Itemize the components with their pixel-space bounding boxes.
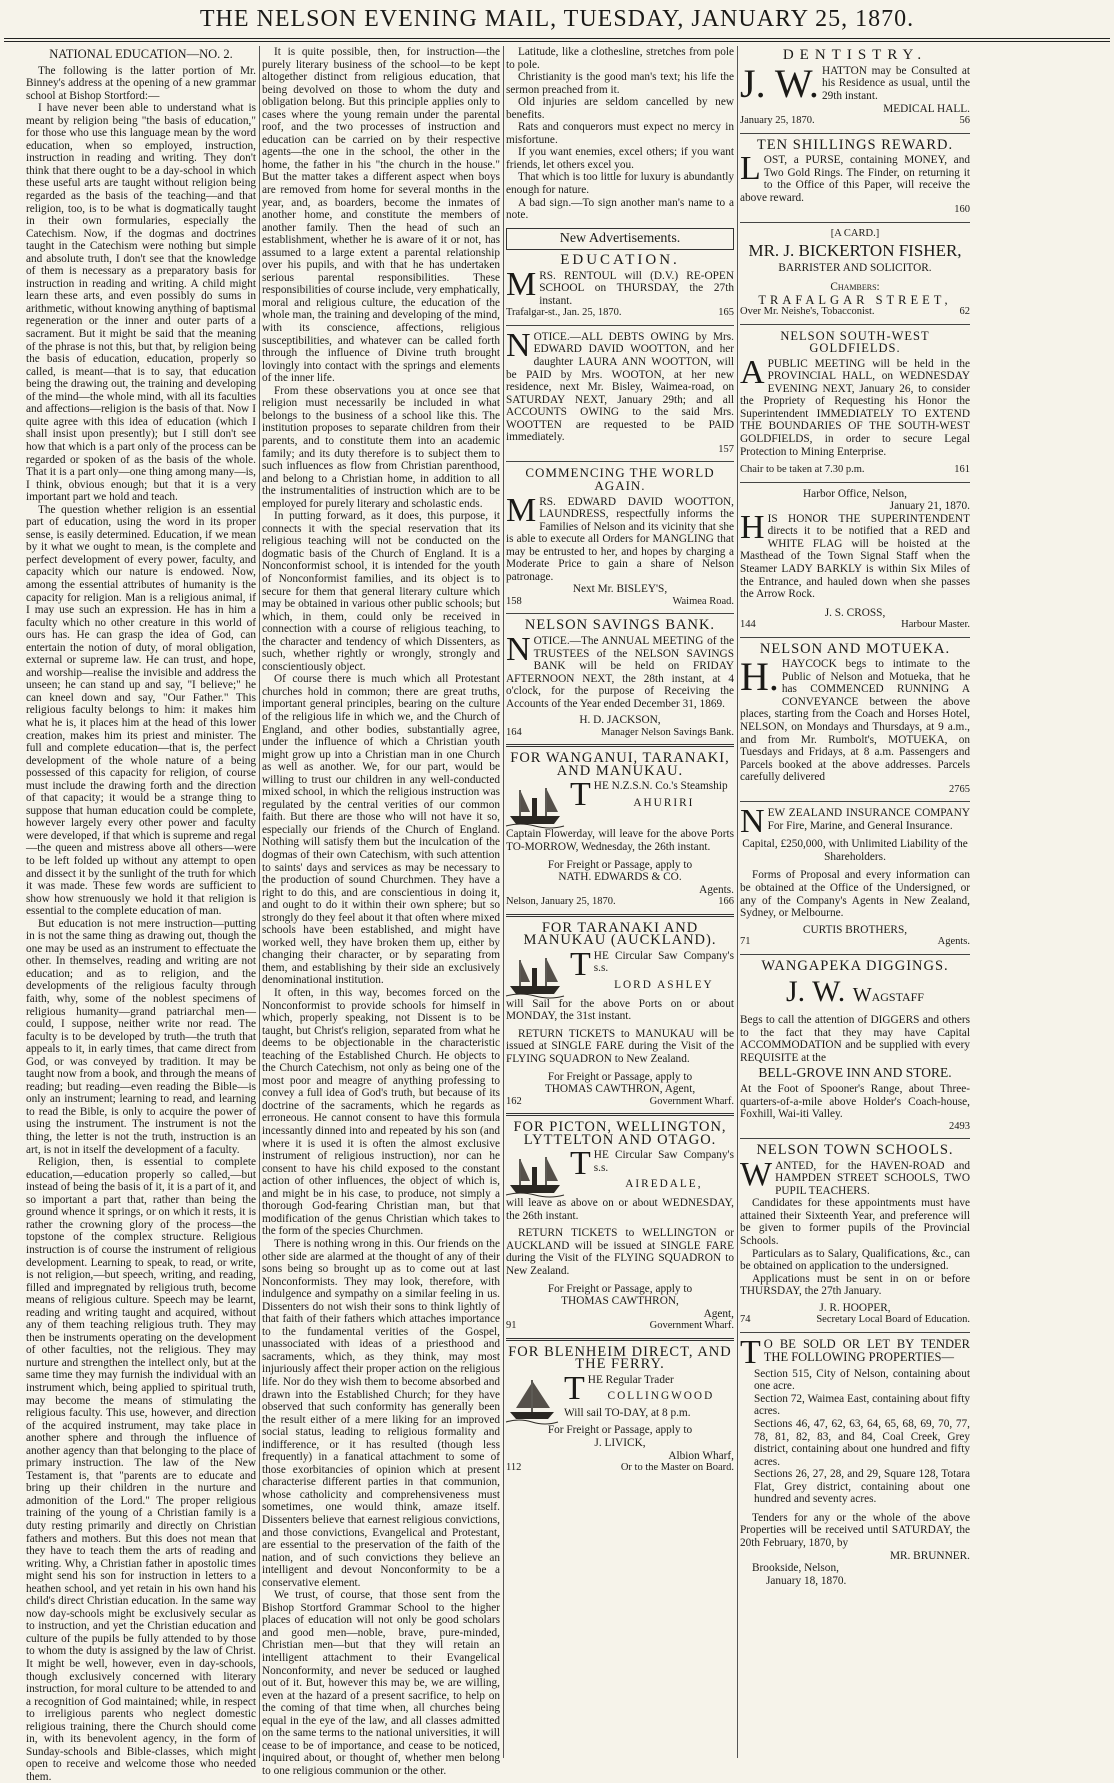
divider [740, 222, 970, 223]
column-divider [259, 46, 260, 1758]
picton-heading: FOR PICTON, WELLINGTON, LYTTELTON AND OTAGO. [513, 1119, 727, 1148]
drop-cap: T [564, 1369, 585, 1407]
divider [740, 1138, 970, 1139]
haycock-conveyance-ad [740, 654, 970, 796]
property-section: Section 515, City of Nelson, containing about one acre. [754, 1367, 970, 1393]
divider [740, 637, 970, 638]
column-divider [503, 46, 504, 1758]
article-paragraph: In putting forward, as it does, this purpose, it connects it with the special reservation that its religious teaching will not be conducted on the dogmatic basis of the Church of England. It is a Nonconformist school, it is intended for the youth of Nonconformist families, and its object is to secure for them that general literary culture which may be obtained in various other public schools; but which, in them, could only be received in connection with a course of religious teaching, to the character and tendency of which Dissenters, as such, whether rightly or wrongly, strongly and conscientiously object. [262, 510, 500, 673]
initials: J. W. [786, 975, 846, 1009]
ad-text: RETURN TICKETS to MANUKAU will be issued at SINGLE FARE during the Visit of the FLYING SQUADRON to New Zealand. [506, 1027, 734, 1065]
ad-address: Government Wharf. [649, 1320, 734, 1332]
aphorism: Old injuries are seldom cancelled by new benefits. [506, 96, 734, 121]
aphorism: Christianity is the good man's text; his life the sermon preached from it. [506, 71, 734, 96]
article-intro: The following is the latter portion of Mr. Binney's address at the opening of a new grammar school at Bishop Stortford:— [26, 64, 256, 102]
ad-text: Chambers: [830, 281, 880, 294]
ad-address: TRAFALGAR STREET, [758, 292, 952, 307]
drop-cap: M [506, 265, 537, 303]
ship-name: AIREDALE, [625, 1178, 703, 1191]
divider [506, 1113, 734, 1116]
divider [740, 954, 970, 955]
lord-ashley-shipping-ad [506, 945, 734, 1108]
ad-number: 165 [718, 307, 734, 319]
wangapeka-heading: WANGAPEKA DIGGINGS. [761, 957, 949, 974]
divider [740, 1332, 970, 1333]
ad-text: Will sail TO-DAY, at 8 p.m. [564, 1406, 691, 1419]
harbor-office-notice [740, 488, 970, 632]
ad-text: Forms of Proposal and every information can be obtained at the Office of the Undersigned, or any of the Company's Agents in New Zealand, Sydney, or Melbourne. [740, 869, 970, 920]
ad-date: January 21, 1870. [889, 500, 970, 513]
ad-address: Harbor Office, Nelson, [803, 487, 907, 500]
ad-text: ANTED, for the HAVEN-ROAD and HAMPDEN STREET SCHOOLS, TWO PUPIL TEACHERS. [775, 1159, 970, 1197]
ad-signature: CURTIS BROTHERS, [802, 923, 908, 936]
ad-text: For Freight or Passage, apply to [547, 858, 693, 871]
pupil-teachers-ad [740, 1155, 970, 1327]
property-section: Sections 26, 27, 28, and 29, Square 128, Totara Flat, Grey district, containing about one hundred and seventy acres. [754, 1468, 970, 1506]
ad-title: BELL-GROVE INN AND STORE. [758, 1065, 952, 1081]
aphorism: A bad sign.—To sign another man's name to a note. [506, 196, 734, 222]
drop-cap: M [506, 491, 537, 529]
taranaki-heading: FOR TARANAKI AND MANUKAU (AUCKLAND). [523, 919, 717, 949]
ad-text: For Freight or Passage, apply to [547, 1282, 693, 1295]
ad-signature: Next Mr. BISLEY'S, [572, 583, 668, 596]
divider [506, 461, 734, 462]
aphorism: If you want enemies, excel others; if you want friends, let others excel you. [506, 146, 734, 171]
ad-number: 91 [506, 1320, 517, 1332]
property-section: Section 72, Waimea East, containing about fifty acres. [754, 1392, 970, 1418]
steamship-icon [506, 782, 564, 828]
drop-cap: N [506, 326, 531, 364]
ad-number: 166 [718, 896, 734, 908]
drop-cap: A [740, 353, 765, 391]
ad-number: 161 [954, 464, 970, 476]
column-3-advertisements [506, 46, 734, 1758]
ad-text: Captain Flowerday, will leave for the above Ports TO-MORROW, Wednesday, the 26th instant. [506, 828, 734, 853]
ad-text: OTICE.—The ANNUAL MEETING of the TRUSTEES of the NELSON SAVINGS BANK will be held on FRIDAY AFTERNOON NEXT, the 28th instant, at 4 o'clock, for the purpose of Receiving the Accounts of the Year ended December 31, 1869. [506, 634, 734, 710]
divider [740, 324, 970, 325]
drop-cap: L [740, 150, 761, 188]
ad-number: 162 [506, 1095, 522, 1107]
ad-address: Over Mr. Neishe's, Tobacconist. [740, 306, 875, 318]
ad-address: Brookside, Nelson, [752, 1562, 839, 1575]
article-paragraph: It is quite possible, then, for instruction—the purely literary business of the school—to be kept altogether distinct from religious education, that being devolved on those to whom the duty and obligation belong. But this principle applies only to cases where the young remain under the parental roof, and the two processes of instruction and education can be carried on by their respective agents—the one in the school, the other in the home, the father in his "the church in the house." But the matter takes a different aspect when boys are removed from home for several months in the year, and, as boarders, become the inmates of another home, and constitute the members of another family. Then the head of such an establishment, whether he is aware of it or not, has assumed to a large extent a parental relationship over his pupils, and with that he has undertaken serious parental responsibilities. These responsibilities of course include, very emphatically, moral and religious culture, the education of the whole man, the training and developing of the mind, with its conscience, affections, religious susceptibilities, and whatever can be called forth through the influence of Divine truth brought lovingly into contact with the springs and elements of the inner life. [262, 46, 501, 385]
hatton-dentist-ad [740, 60, 970, 128]
aphorism: Rats and conquerors must expect no mercy in misfortune. [506, 121, 734, 146]
goldfields-meeting-ad [740, 353, 970, 477]
ad-address: Albion Wharf, [668, 1449, 734, 1462]
property-section: Sections 46, 47, 62, 63, 64, 65, 68, 69, 70, 77, 78, 81, 82, 83, and 84, Coal Creek, Grey district, containing about one hundred and fifty acres. [754, 1418, 970, 1468]
ad-signature: MR. BRUNNER. [889, 1549, 970, 1562]
education-heading: EDUCATION. [560, 252, 680, 269]
ad-text: Applications must be sent in on or before THURSDAY, the 27th January. [740, 1272, 970, 1298]
card-label: [A CARD.] [830, 227, 880, 239]
ad-text: OTICE.—ALL DEBTS OWING by Mrs. EDWARD DAVID WOOTTON, and her daughter LAURA ANN WOOTTON, will be PAID by Mrs. WOOTON, at her new residence, next Mr. Bisley, Waimea-road, on SATURDAY NEXT, January 29th; and all ACCOUNTS OWING to the said Mrs. WOOTTEN are requested to be PAID immediately. [506, 330, 734, 444]
article-paragraph: From these observations you at once see that religion must necessarily be included in what belongs to the business of a school like this. The institution proposes to separate children from their parents, and to constitute them into an academic family; and its duty therefore is to subject them to such influences as flow from Christian parenthood, and belong to a Christian home, in addition to all the instrumentalities of instruction which are to be employed for purely literary and scholastic ends. [262, 384, 500, 510]
ad-text: EW ZEALAND INSURANCE COMPANY For Fire, Marine, and General Insurance. [767, 807, 970, 832]
reward-heading: TEN SHILLINGS REWARD. [756, 136, 954, 153]
article-paragraph: There is nothing wrong in this. Our friends on the other side are alarmed at the thought of any of their sons being so brought up as to come out at last Nonconformists. They may look, therefore, with indulgence and sympathy on a similar feeling in us. Dissenters do not wish their sons to think lightly of that faith of their fathers which attaches importance to the fundamental verities of the Gospel, unassociated with ideas of a priesthood and sacraments, which, as they think, may most injuriously affect their proper action on the religious life. Nor do they wish them to become absorbed and drawn into the Established Church; for they have observed that such conformity has generally been the result either of a mere liking for an improved social status, leading to religious formality and indifference, or it has resulted (though less frequently) in a fanatical attachment to some of those exorbitancies of opinion which at present characterise different parties in that communion, whose catholicity and comprehensiveness must sometimes, one would think, amaze itself. Dissenters believe that earnest religious convictions, and those convictions, Evangelical and Protestant, are essential to the preservation of the faith of the nation, and of such convictions they believe an intelligent and devout Nonconformity to be a conservative element. [262, 1237, 500, 1589]
ad-text: HE Regular Trader [587, 1373, 674, 1386]
column-2-article [262, 46, 501, 1777]
sailing-ship-icon [506, 1376, 558, 1424]
ad-text: For Freight or Passage, apply to [547, 1424, 693, 1437]
steamship-icon [506, 952, 564, 998]
ship-name: LORD ASHLEY [614, 978, 714, 991]
insurance-ad [740, 803, 970, 948]
aphorism: Latitude, like a clothesline, stretches from pole to pole. [506, 46, 734, 71]
drop-cap: T [570, 1145, 591, 1183]
drop-cap: T [570, 776, 591, 814]
ad-text: At the Foot of Spooner's Range, about Three-quarters-of-a-mile above Holder's Coach-house, Foxhill, Wai-iti Valley. [740, 1083, 970, 1121]
masthead: THE NELSON EVENING MAIL, TUESDAY, JANUARY 25, 1870. [199, 6, 915, 32]
ship-name: AHURIRI [633, 796, 695, 809]
article-paragraph: It often, in this way, becomes forced on the Nonconformist to provide schools for himself in which, properly speaking, not Dissent is to be taught, but Christ's religion, separated from what he deems to be objectionable in the characteristic teaching of the Established Church. He objects to the Church Catechism, not only as being one of the most poor and meagre of anything professing to convey a full idea of God's truth, but because of its doctrine of the sacraments, which he regards as erroneous. He cannot consent to have this formula incessantly dinned into and repeated by his son (and where it is used it is often the almost exclusive instrument of religious instruction), nor can he consent to have his child exposed to the constant action of other influences, the object of which is, and might be in his case, to produce, not simply a thorough God-fearing Christian man, but that modification of the genus Christian which takes to the form of the species Churchmen. [262, 987, 500, 1238]
divider [740, 482, 970, 483]
ad-text: HE N.Z.S.N. Co.'s Steamship [593, 780, 728, 793]
collingwood-shipping-ad [506, 1369, 734, 1475]
ad-number: 144 [740, 619, 756, 631]
ad-text: BARRISTER AND SOLICITOR. [778, 262, 932, 275]
new-advertisements-banner: New Advertisements. [506, 228, 734, 251]
ad-number: 160 [954, 204, 970, 216]
wanganui-heading: FOR WANGANUI, TARANAKI, AND MANUKAU. [510, 750, 730, 779]
divider [506, 325, 734, 326]
ad-role: Manager Nelson Savings Bank. [601, 726, 734, 738]
rentoul-ad [506, 265, 734, 320]
ad-signature: THOMAS CAWTHRON, [561, 1295, 679, 1308]
drop-cap: N [506, 630, 531, 668]
aphorism: That which is too little for luxury is abundantly enough for nature. [506, 171, 734, 197]
ad-text: PUBLIC MEETING will be held in the PROVINCIAL HALL, on WEDNESDAY EVENING NEXT, January 26, to consider the Propriety of Requesting his Honor the Superintendent IMMEDIATELY TO EXTEND THE BOUNDARIES OF THE SOUTH-WEST GOLDFIELDS, in order to secure Legal Protection to Mining Enterprise. [740, 357, 970, 458]
ad-signature: THOMAS CAWTHRON, Agent, [544, 1083, 696, 1096]
steamship-icon [506, 1151, 564, 1197]
drop-cap: H [781, 658, 791, 671]
ad-text: will Sail for the above Ports on or about MONDAY, the 31st instant. [506, 997, 734, 1023]
ad-address: Or to the Master on Board. [620, 1462, 734, 1474]
ad-signature: NATH. EDWARDS & CO. [558, 871, 682, 884]
ad-text: Candidates for these appointments must have attained their Sixteenth Year, and preference will be given to former pupils of the Provincial Schools. [740, 1197, 970, 1248]
ad-role: Agents. [937, 936, 970, 948]
ad-number: 164 [506, 726, 522, 738]
article-paragraph: Of course there is much which all Protestant churches hold in common; there are great truths, important general principles, bearing on the culture of the religious life in which we, and the Church of England, and other bodies, substantially agree, under the influence of which a Christian youth might grow up into a Christian man in one Church as well as another. We, for our part, would be willing to trust our children in any well-conducted mixed school, in which the religious instruction was regulated by the central verities of our common faith. But there are those who will not have it so, especially our friends of the Church of England. Nothing will satisfy them but the inculcation of the dogmas of their own Catechism, with such attention to saints' days and services as may be necessary to the production of sound Churchmen. They have a right to do this, and are conscientious in doing it, and ought to do it within their own sphere; but so strongly do they feel about it that often where mixed schools have been established, and might have worked well, they have broken them up, either by changing their character, or by separating from them, and establishing by their side an exclusively denominational institution. [262, 673, 500, 987]
initials: H. [740, 654, 779, 700]
ad-date: Nelson, January 25, 1870. [506, 896, 616, 908]
ahuriri-shipping-ad [506, 776, 734, 908]
column-4-advertisements [740, 46, 970, 1758]
drop-cap: N [740, 803, 765, 841]
airedale-shipping-ad [506, 1145, 734, 1332]
ad-text: For Freight or Passage, apply to [547, 1070, 693, 1083]
ad-text: AYCOCK begs to intimate to the Public of Nelson and Motueka, that he has COMMENCED RUNNING A CONVEYANCE between the above places, starting from the Coach and Horses Hotel, NELSON, on Mondays and Thursdays, at 9 a.m., and from Mr. Rumbolt's, MOTUEKA, on Tuesdays and Fridays, at 8 a.m. Passengers and Parcels booked at the above addresses. Parcels carefully delivered [740, 658, 970, 784]
tender-ad [740, 1333, 970, 1587]
drop-cap: W [852, 984, 872, 1007]
divider [506, 914, 734, 917]
ad-text: Tenders for any or the whole of the above Properties will be received until SATURDAY, the 20th February, 1870, by [740, 1511, 970, 1549]
ad-text: Chair to be taken at 7.30 p.m. [740, 464, 865, 476]
ad-text: HE Circular Saw Company's s.s. [593, 1149, 734, 1174]
ad-number: 2493 [949, 1120, 970, 1132]
divider [740, 801, 970, 802]
ad-signature: J. S. CROSS, [824, 606, 886, 619]
divider [506, 613, 734, 614]
goldfields-heading: NELSON SOUTH-WEST GOLDFIELDS. [780, 328, 930, 356]
savings-bank-heading: NELSON SAVINGS BANK. [524, 617, 716, 634]
ad-title: O BE SOLD OR LET BY TENDER THE FOLLOWING PROPERTIES— [763, 1336, 970, 1365]
ad-address: Government Wharf. [649, 1095, 734, 1107]
ad-number: 62 [959, 306, 970, 318]
ad-text: IS HONOR THE SUPERINTENDENT directs it to be notified that a RED and WHITE FLAG will be hoisted at the Masthead of the Town Signal Staff when the Steamer LADY BARKLY is within Six Miles of the Entrance, and hauled down when she passes the Arrow Rock. [740, 512, 970, 601]
ad-role: Agent, [703, 1307, 734, 1320]
wootton-notice-ad [506, 326, 734, 456]
ad-date: January 18, 1870. [766, 1574, 847, 1587]
drop-cap: T [740, 1333, 761, 1371]
wagstaff-ad [740, 975, 970, 1133]
column-1-article [26, 46, 256, 1783]
ad-address: Waimea Road. [672, 595, 734, 607]
ad-number: 2765 [949, 783, 970, 795]
ad-text: AGSTAFF [871, 990, 924, 1005]
ad-signature: MEDICAL HALL. [883, 102, 970, 115]
ad-text: OST, a PURSE, containing MONEY, and Two Gold Rings. The Finder, on returning it to the Office of this Paper, will receive the above reward. [740, 154, 970, 204]
laundress-ad [506, 491, 734, 609]
ad-text: will leave as above on or about WEDNESDAY, the 26th instant. [506, 1197, 734, 1222]
ad-text: ATTON may be Consulted at his Residence as usual, until the 29th instant. [821, 64, 970, 102]
ad-number: 74 [740, 1314, 751, 1326]
commencing-heading: COMMENCING THE WORLD AGAIN. [525, 465, 715, 493]
ad-number: 56 [959, 115, 970, 127]
ship-name: COLLINGWOOD [607, 1390, 715, 1403]
article-paragraph: We trust, of course, that those sent from the Bishop Stortford Grammar School to the higher places of education will not only be good scholars and good men—noble, brave, pure-minded, Christian men—but that they will retain an intelligent attachment to their Evangelical Nonconformity, and never be seduced or laughed out of it. But, however this may be, we are willing, even at the hazard of a present sacrifice, to help on the coming of that time when, all churches being equal in the eye of the law, and all classes admitted on the same terms to the national universities, it will cease to be of importance, and cease to be noticed, inquired about, or thought of, whether men belong to one religious communion or the other. [262, 1589, 500, 1777]
lost-purse-ad [740, 150, 970, 217]
ad-title: MR. J. BICKERTON FISHER, [748, 241, 962, 261]
ad-date: Trafalgar-st., Jan. 25, 1870. [506, 307, 622, 319]
ad-role: Secretary Local Board of Education. [816, 1314, 970, 1326]
drop-cap: W [740, 1155, 773, 1193]
ad-text: Capital, £250,000, with Unlimited Liability of the Shareholders. [742, 838, 968, 863]
savings-bank-ad [506, 630, 734, 739]
ad-number: 158 [506, 595, 522, 607]
column-divider [737, 46, 738, 1758]
ad-text: Particulars as to Salary, Qualifications, &c., can be obtained on application to the undersigned. [740, 1247, 970, 1273]
ad-role: Harbour Master. [901, 619, 970, 631]
ad-signature: H. D. JACKSON, [579, 714, 661, 727]
ad-text: RS. EDWARD DAVID WOOTTON, LAUNDRESS, respectfully informs the Families of Nelson and its vicinity that she is able to execute all Orders for MANGLING that may be entrusted to her, and hopes by charging a Moderate Price to gain a share of Nelson patronage. [506, 495, 734, 583]
divider [506, 744, 734, 747]
article-paragraph: The question whether religion is an essential part of education, using the word in its proper sense, is easily determined. Education, if we mean by it what we ought to mean, is the complete and perfect development of every power, faculty, and capacity which our nature is endowed. Now, among the essential attributes of humanity is the capacity for religion. Man is a religious animal, if I may use such an expression. He has in him a faculty which no other creature in this world of ours has. He can grasp the idea of God, can entertain the notion of duty, of moral obligation, external or supreme law. He can trust, and hope, and worship—realise the invisible and address the unseen; he can stand up and say, "I believe;" he can kneel down and say, "Our Father." This religious faculty belongs to him: it makes him what he is, it places him at the head of this lower creation, makes him its priest and minister. The full and complete education—that is, the perfect development of the whole nature of a being possessed of this capacity for religion, of course must include the drawing forth and the direction of that capacity; it would be a strange thing to suppose that human education could be complete, however largely every other power and faculty were developed, if that which is supreme and regal—the queen and mistress above all others—were to be left folded up without any attempt to open and dissect it by the sunlight of the truth for which it was made. These few words are sufficient to show how strenuously we hold it that religion is essential to the complete education of man. [26, 503, 256, 918]
schools-heading: NELSON TOWN SCHOOLS. [756, 1142, 954, 1159]
article-paragraph: I have never been able to understand what is meant by religion being "the basis of education," for those who use this language mean by the word education, when so employed, instruction, instruction in reading and writing. They don't think that there ought to be a day-school in which these useful arts are taught without religion being regarded as the basis of the teaching—and that religion, too, is to be what is dogmatically taught in their own formularies, especially the Catechism. Now, if the dogmas and doctrines taught in the Catechism were nothing but simple and absolute truth, I don't see that the knowledge of them is necessary as a preparatory basis for instruction in reading and writing. A child might learn these arts, and even possibly do sums in arithmetic, without knowing anything of baptismal regeneration or the inner and outer parts of a sacrament. But it might be said that the meaning of the phrase is not this, but that, by religion being the basis of education, education, properly so called, is meant—that is to say, that education being the drawing out, the training and developing of the mind—the whole mind, with all its faculties and affections—religion is the basis of that. Now I quite agree with this idea of education (which I shall insist upon presently); but I still don't see how that which is a part only of the process can be regarded or spoken of as the basis of the whole. That it is a part only—one thing among many—is, I think, obvious enough; but that it is a very important part we hold and teach. [26, 102, 256, 504]
ad-date: January 25, 1870. [740, 115, 815, 127]
article-title: NATIONAL EDUCATION—NO. 2. [49, 47, 233, 61]
divider [740, 133, 970, 134]
ad-signature: J. LIVICK, [594, 1437, 646, 1450]
fisher-barrister-card [740, 240, 970, 318]
ad-text: RETURN TICKETS to WELLINGTON or AUCKLAND will be issued at SINGLE FARE during the Visit of the FLYING SQUADRON to New Zealand. [506, 1227, 734, 1278]
article-paragraph: Religion, then, is essential to complete education,—education properly so called,—but instead of being the basis of it, it is a part of it, and so important a part that, rather than being the ground whence it springs, or on which it rests, it is rather the crowning glory of the process—the topstone of the complex structure. Religious instruction is of course the instrument of religious development. Learning to speak, to read, or write, is not religion,—but speech, writing, and reading, filled and impregnated by religious truth, become means of religious culture. Speech may be learnt, reading and writing taught and acquired, without any of them teaching religious truth. They may then be instruments operating on the development of other faculties, not the religious. They may nurture and strengthen the intellect only, but at the same time they may furnish the individual with an instrument which, being applied to spiritual truth, may become the means of stimulating the religious faculty. This use, however, and direction of the acquired instrument, may take place in another sphere and through the influence of another agency than that belonging to the place of primary instruction. The law of the New Testament is, that "parents are to educate and bring up their children in the nurture and admonition of the Lord." The proper religious training of the young of a Christian family is a duty resting primarily and directly on Christian fathers and mothers. But this does not mean that they have to teach them the arts of reading and writing. Why, a Christian father in apostolic times might send his son for instruction in letters to a heathen school, and yet retain in his own hand his child's direct Christian education. In the same way now day-schools might be exclusively secular as to instruction, and yet the Christian education and culture of the pupils be fully attended to by those to whom the duty is assigned by the law of Christ. It might be well, however, even in day-schools, though exclusively concerned with literary instruction, for moral culture to be attended to and a recognition of God maintained; while, in respect to irreligious parents who neglect domestic religious training, there the Church should come in, with its benevolent agency, in the form of Sunday-schools and Bible-classes, which might open to receive and welcome those who needed them. [26, 1156, 256, 1783]
ad-signature: J. R. HOOPER, [819, 1301, 891, 1314]
masthead-rule-2 [4, 41, 1110, 42]
ad-text: RS. RENTOUL will (D.V.) RE-OPEN SCHOOL on THURSDAY, the 27th instant. [539, 269, 734, 307]
masthead-rule [4, 38, 1110, 39]
ad-number: 157 [718, 443, 734, 455]
blenheim-heading: FOR BLENHEIM DIRECT, AND THE FERRY. [508, 1343, 732, 1373]
drop-cap: T [570, 945, 591, 983]
drop-cap: H [821, 64, 831, 77]
ad-text: HE Circular Saw Company's s.s. [593, 949, 734, 975]
initials: J. W. [740, 60, 819, 106]
ad-role: Agents. [699, 883, 734, 896]
drop-cap: H [740, 508, 765, 546]
ad-number: 112 [506, 1462, 522, 1474]
article-paragraph: But education is not mere instruction—putting in is not the same thing as drawing out, though the one may be used as an instrument to effectuate the other. In themselves, reading and writing are not education; and as to religion, and the developments of the religious faculty through faith, why, some of the noblest specimens of religious humanity—grand patriarchal men—could, I suppose, neither write nor read. The faculty is to be developed by truth—the truth that appeals to it, in early times, that came direct from God, or was conveyed by tradition. It may be taught now from a book, and through the means of reading; but reading—even reading the Bible—is only an instrument; learning to read, and learning to read the Bible, is only to acquire the power of using the instrument. The instrument is not the thing, the letter is not the truth, instruction is an art, is not in itself the development of a faculty. [26, 917, 256, 1156]
divider [506, 1338, 734, 1341]
dentistry-heading: DENTISTRY. [782, 47, 928, 63]
ad-text: Begs to call the attention of DIGGERS and others to the fact that they may have Capital ACCOMMODATION and be supplied with every REQUISITE at the [740, 1014, 970, 1064]
ad-number: 71 [740, 936, 751, 948]
motueka-heading: NELSON AND MOTUEKA. [759, 640, 951, 657]
